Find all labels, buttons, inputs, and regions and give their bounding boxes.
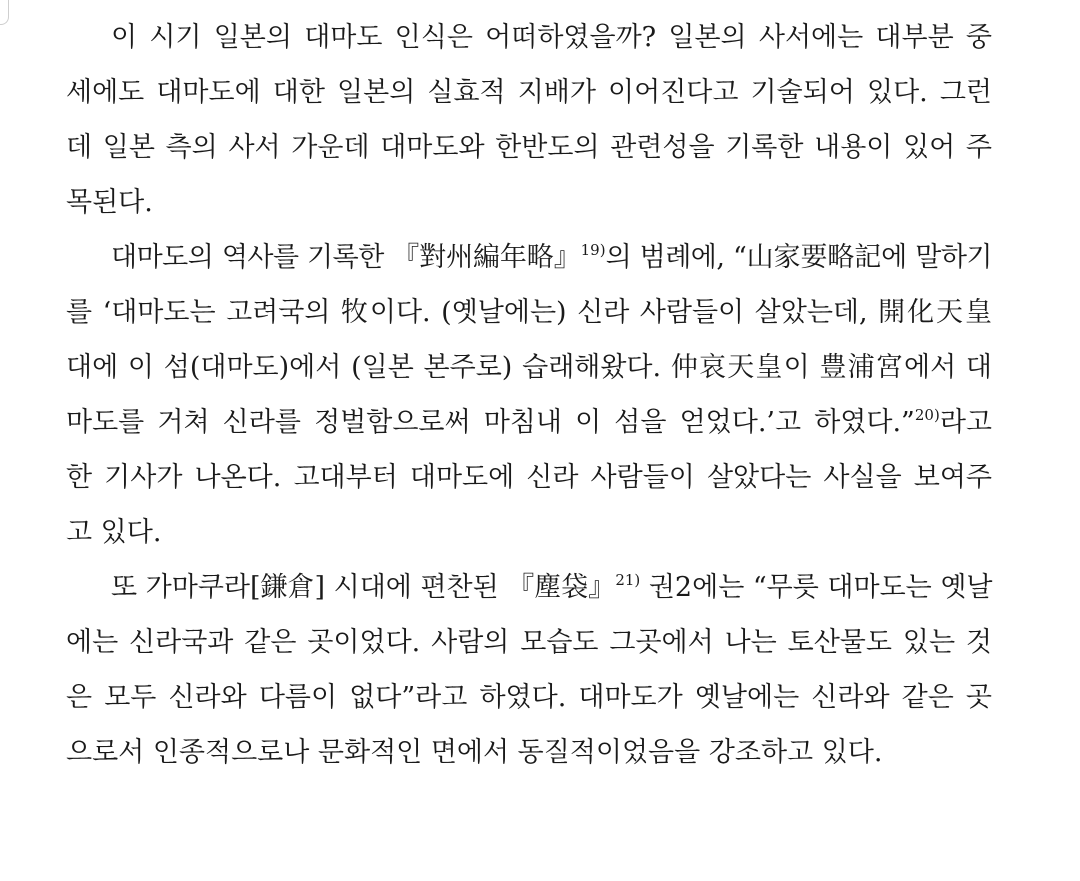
text-segment: 권2에는 “무릇 대마도는 옛날	[640, 572, 993, 603]
footnote-marker: 19)	[580, 241, 606, 259]
text-line	[66, 623, 992, 663]
text-segment: 에는 신라국과 같은 곳이었다. 사람의 모습도 그곳에서 나는 토산물도 있는 것	[66, 627, 992, 658]
text-segment: 를 ‘대마도는 고려국의 牧이다. (옛날에는) 신라 사람들이 살았는데, 開化天皇	[66, 297, 992, 328]
page-corner-mark	[0, 0, 9, 25]
text-line	[66, 293, 992, 333]
text-line	[66, 128, 992, 168]
text-line	[66, 458, 992, 498]
text-line	[66, 348, 992, 388]
text-segment: 데 일본 측의 사서 가운데 대마도와 한반도의 관련성을 기록한 내용이 있어 주	[66, 132, 992, 163]
text-line	[111, 18, 992, 58]
text-segment: 이 시기 일본의 대마도 인식은 어떠하였을까? 일본의 사서에는 대부분 중	[111, 22, 992, 53]
text-segment: 으로서 인종적으로나 문화적인 면에서 동질적이었음을 강조하고 있다.	[66, 737, 883, 768]
text-line	[111, 238, 992, 278]
text-line	[111, 568, 992, 608]
text-segment: 세에도 대마도에 대한 일본의 실효적 지배가 이어진다고 기술되어 있다. 그런	[66, 77, 992, 108]
text-line	[66, 733, 992, 773]
text-line	[66, 513, 992, 553]
text-line	[66, 678, 992, 718]
text-line	[66, 403, 992, 443]
footnote-marker: 20)	[914, 406, 940, 424]
text-segment: 의 범례에, “山家要略記에 말하기	[605, 242, 992, 273]
text-segment: 라고	[939, 407, 992, 438]
text-segment: 또 가마쿠라[鎌倉] 시대에 편찬된 『塵袋』	[111, 572, 616, 603]
footnote-marker: 21)	[615, 571, 641, 589]
text-segment: 고 있다.	[66, 517, 162, 548]
text-line	[66, 183, 992, 223]
text-segment: 대에 이 섬(대마도)에서 (일본 본주로) 습래해왔다. 仲哀天皇이 豊浦宮에서 대	[66, 352, 992, 383]
text-segment: 대마도의 역사를 기록한 『對州編年略』	[111, 242, 581, 273]
text-segment: 마도를 거쳐 신라를 정벌함으로써 마침내 이 섬을 얻었다.’고 하였다.”	[66, 407, 915, 438]
text-segment: 한 기사가 나온다. 고대부터 대마도에 신라 사람들이 살았다는 사실을 보여주	[66, 462, 992, 493]
text-segment: 목된다.	[66, 187, 153, 218]
text-segment: 은 모두 신라와 다름이 없다”라고 하였다. 대마도가 옛날에는 신라와 같은 곳	[66, 682, 992, 713]
text-line	[66, 73, 992, 113]
